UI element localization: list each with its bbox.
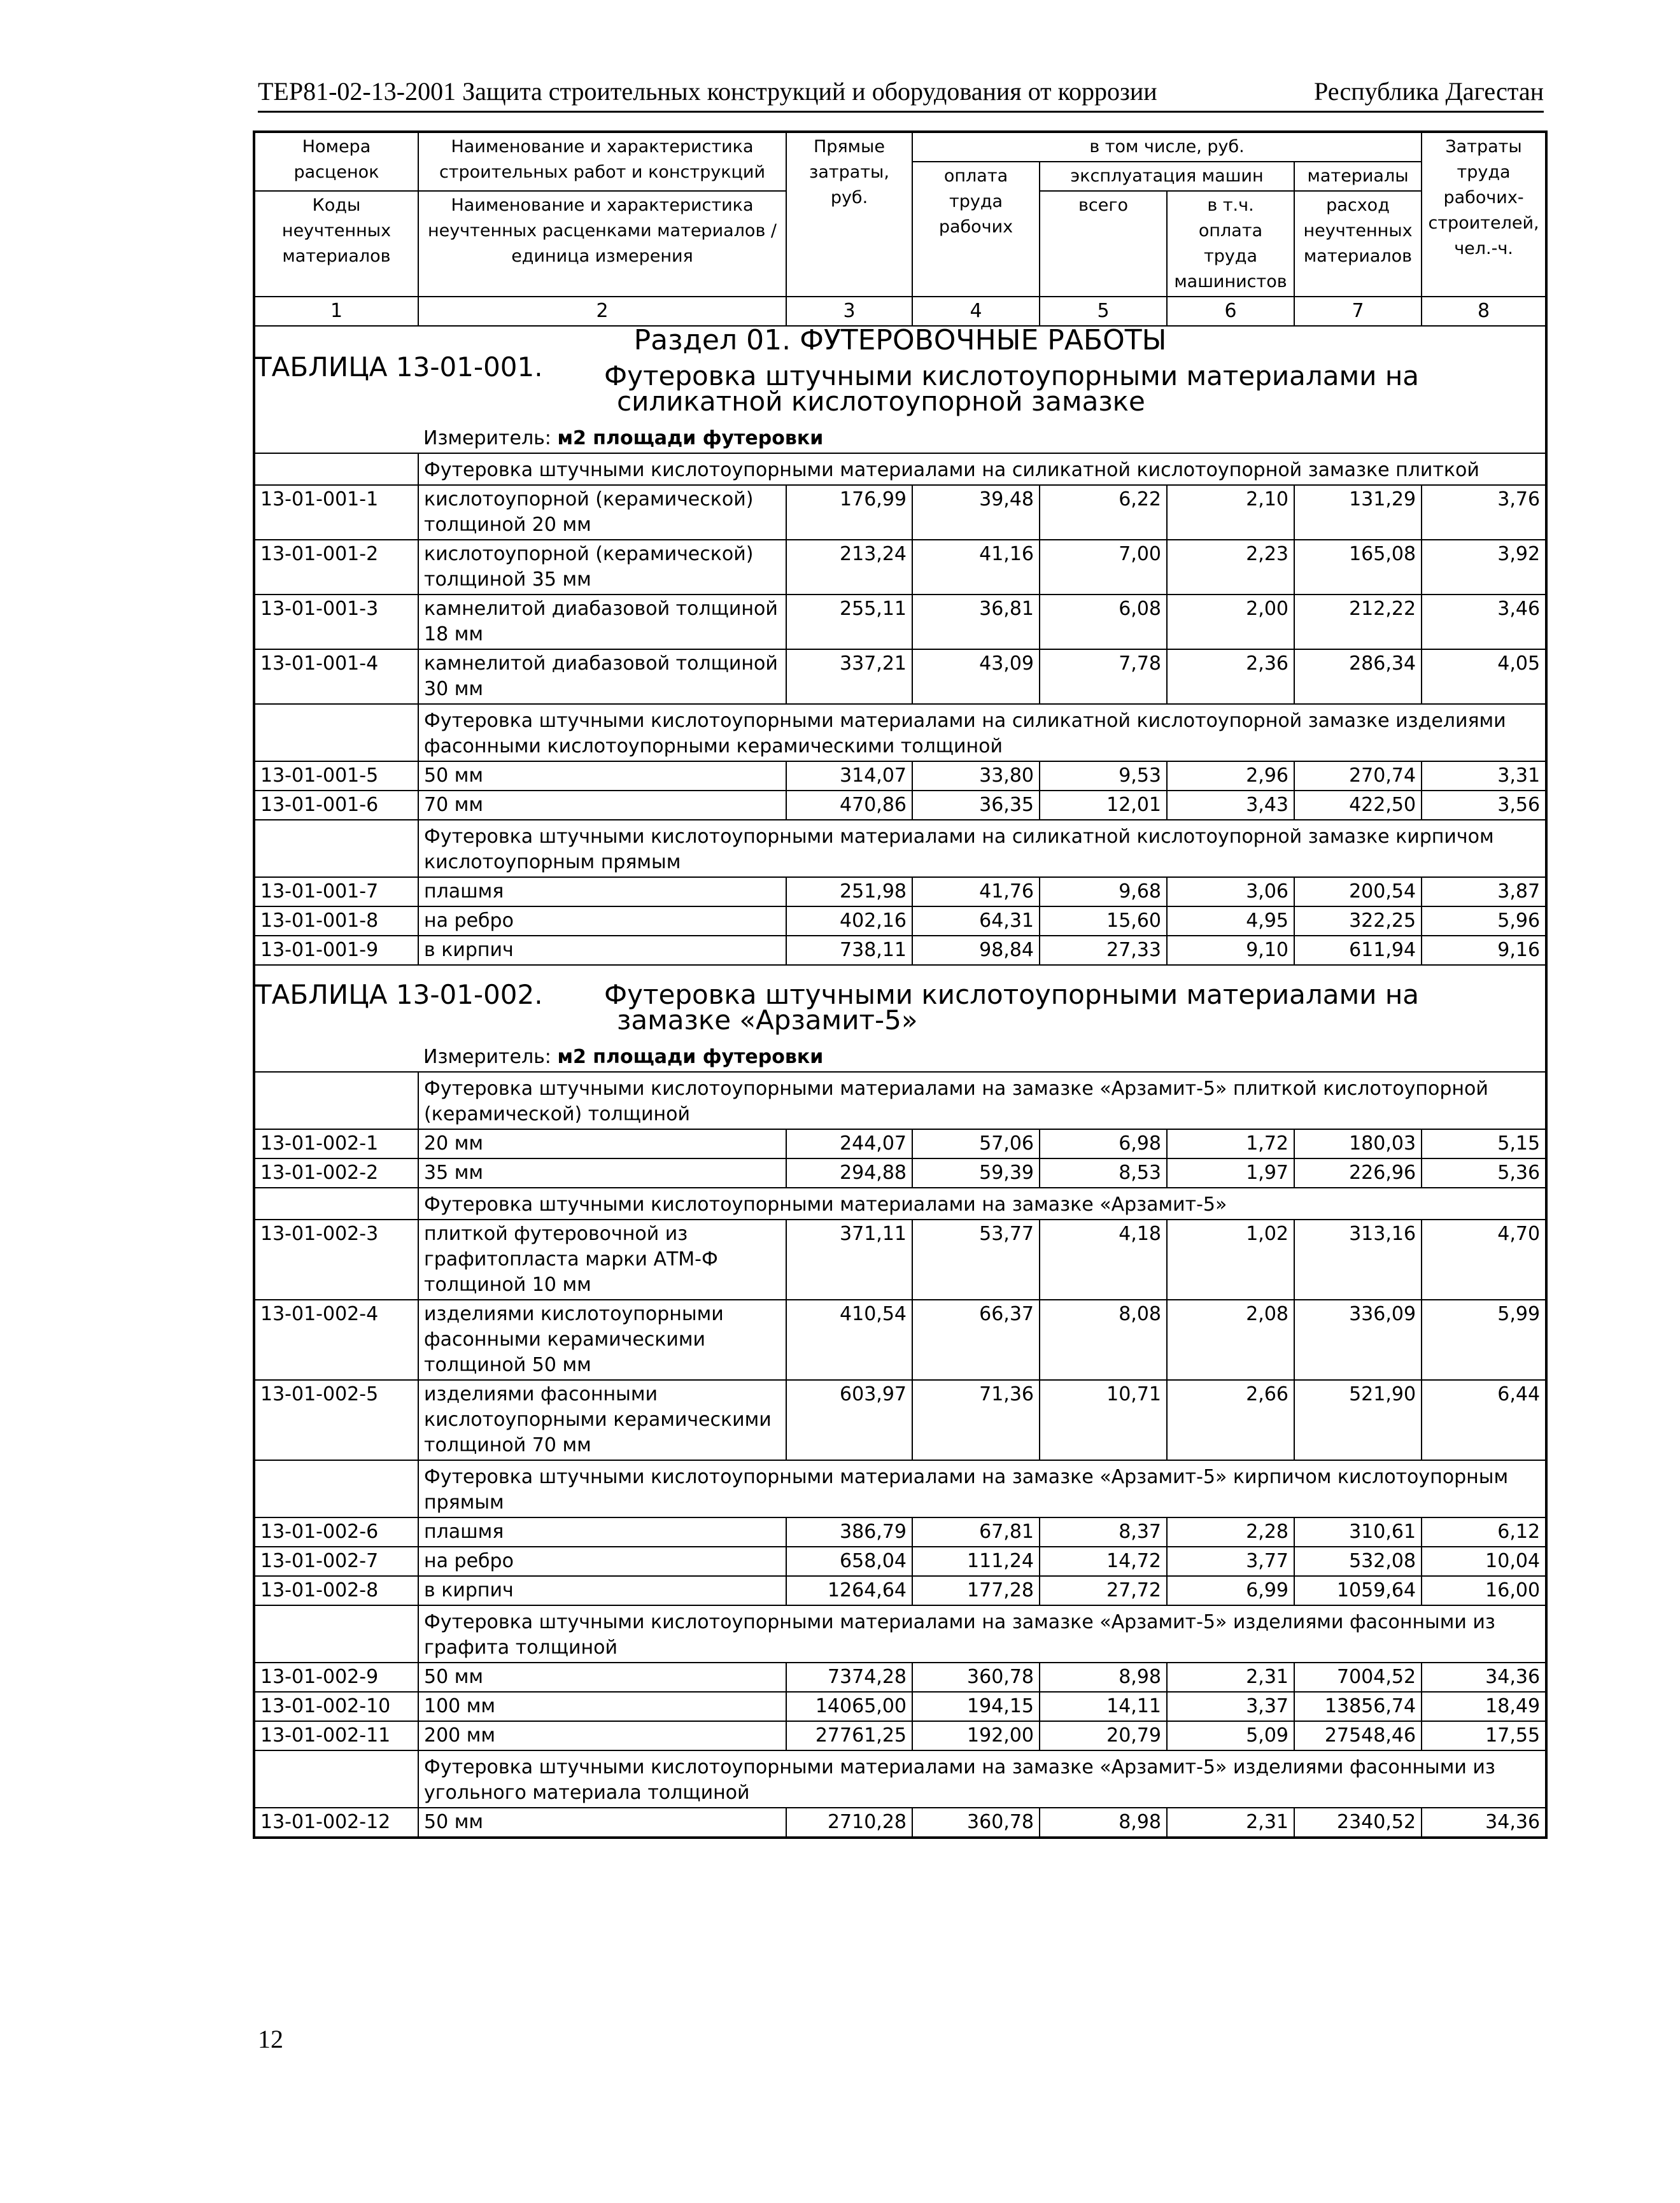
materials-cost: 532,08: [1294, 1547, 1422, 1576]
header-row-1: [254, 132, 1546, 162]
work-name: камнелитой диабазовой толщиной 18 мм: [418, 595, 786, 649]
work-name: кислотоупорной (керамической) толщиной 35 мм: [418, 540, 786, 595]
labor-pay: 57,06: [912, 1129, 1040, 1158]
table-title-line-1: Футеровка штучными кислотоупорными материалами на: [604, 360, 1420, 391]
table-row: [254, 1300, 1546, 1380]
section-row: [254, 326, 1546, 355]
machines-total: 12,01: [1040, 791, 1167, 820]
machines-total: 14,72: [1040, 1547, 1167, 1576]
direct-costs: 255,11: [786, 595, 912, 649]
materials-cost: 7004,52: [1294, 1663, 1422, 1692]
machines-total: 8,98: [1040, 1808, 1167, 1838]
work-name: изделиями кислотоупорными фасонными керамическими толщиной 50 мм: [418, 1300, 786, 1380]
subheader-row: [254, 820, 1546, 877]
col-num-8: 8: [1422, 297, 1546, 326]
col5-header: всего: [1040, 191, 1167, 297]
work-name: 70 мм: [418, 791, 786, 820]
labor-pay: 98,84: [912, 936, 1040, 965]
subheader-spacer: [254, 1750, 418, 1808]
work-name: на ребро: [418, 1547, 786, 1576]
table-row: [254, 1547, 1546, 1576]
group-subheader: Футеровка штучными кислотоупорными материалами на замазке «Арзамит-5» кирпичом кислотоупорным прямым: [418, 1460, 1546, 1517]
work-name: плашмя: [418, 877, 786, 906]
table-title-line-2: замазке «Арзамит-5»: [617, 1004, 918, 1036]
materials-cost: 212,22: [1294, 595, 1422, 649]
rate-code: 13-01-002-10: [254, 1692, 418, 1721]
materials-cost: 270,74: [1294, 761, 1422, 791]
table-row: [254, 1692, 1546, 1721]
column-numbers-row: [254, 297, 1546, 326]
table-row: [254, 485, 1546, 540]
labor-pay: 360,78: [912, 1808, 1040, 1838]
group-subheader: Футеровка штучными кислотоупорными материалами на замазке «Арзамит-5» плиткой кислотоупорной (керамической) толщиной: [418, 1072, 1546, 1129]
labor-pay: 360,78: [912, 1663, 1040, 1692]
table-row: [254, 906, 1546, 936]
labor-pay: 41,76: [912, 877, 1040, 906]
direct-costs: 213,24: [786, 540, 912, 595]
machines-total: 10,71: [1040, 1380, 1167, 1460]
table-title-row: [254, 965, 1546, 1034]
labor-pay: 53,77: [912, 1220, 1040, 1300]
labor-pay: 71,36: [912, 1380, 1040, 1460]
work-name: кислотоупорной (керамической) толщиной 20 мм: [418, 485, 786, 540]
measure-row: [254, 1034, 1546, 1072]
group-subheader: Футеровка штучными кислотоупорными материалами на замазке «Арзамит-5» изделиями фасонными из графита толщиной: [418, 1605, 1546, 1663]
measure-value: м2 площади футеровки: [557, 1046, 824, 1068]
materials-cost: 131,29: [1294, 485, 1422, 540]
direct-costs: 402,16: [786, 906, 912, 936]
labor-hours: 17,55: [1422, 1721, 1546, 1750]
work-name: плашмя: [418, 1517, 786, 1547]
labor-pay: 111,24: [912, 1547, 1040, 1576]
table-title-line-2: силикатной кислотоупорной замазке: [617, 386, 1145, 417]
direct-costs: 738,11: [786, 936, 912, 965]
direct-costs: 658,04: [786, 1547, 912, 1576]
table-row: [254, 1576, 1546, 1605]
table-row: [254, 1721, 1546, 1750]
machines-total: 27,72: [1040, 1576, 1167, 1605]
machinist-pay: 3,43: [1167, 791, 1294, 820]
group-subheader: Футеровка штучными кислотоупорными материалами на замазке «Арзамит-5»: [418, 1188, 1546, 1220]
measure-spacer: [254, 1034, 418, 1072]
labor-hours: 34,36: [1422, 1663, 1546, 1692]
labor-hours: 16,00: [1422, 1576, 1546, 1605]
work-name: 50 мм: [418, 1663, 786, 1692]
page-number: 12: [258, 2025, 283, 2053]
machinist-pay: 1,97: [1167, 1158, 1294, 1188]
machinist-pay: 4,95: [1167, 906, 1294, 936]
group-subheader: Футеровка штучными кислотоупорными материалами на силикатной кислотоупорной замазке изделиями фасонными кислотоупорными керамическими толщиной: [418, 704, 1546, 761]
machinist-pay: 1,02: [1167, 1220, 1294, 1300]
machines-total: 14,11: [1040, 1692, 1167, 1721]
document-title: ТЕР81-02-13-2001 Защита строительных конструкций и оборудования от коррозии: [258, 77, 1157, 106]
labor-pay: 177,28: [912, 1576, 1040, 1605]
machines-total: 8,53: [1040, 1158, 1167, 1188]
col-num-3: 3: [786, 297, 912, 326]
labor-hours: 3,31: [1422, 761, 1546, 791]
machinist-pay: 2,00: [1167, 595, 1294, 649]
rate-code: 13-01-001-9: [254, 936, 418, 965]
table-label: ТАБЛИЦА 13-01-002.: [255, 979, 543, 1010]
materials-cost: 13856,74: [1294, 1692, 1422, 1721]
labor-hours: 5,96: [1422, 906, 1546, 936]
machinist-pay: 2,10: [1167, 485, 1294, 540]
machinist-pay: 2,28: [1167, 1517, 1294, 1547]
machinist-pay: 3,37: [1167, 1692, 1294, 1721]
group-subheader: Футеровка штучными кислотоупорными материалами на силикатной кислотоупорной замазке кирпичом кислотоупорным прямым: [418, 820, 1546, 877]
machinist-pay: 5,09: [1167, 1721, 1294, 1750]
machines-total: 20,79: [1040, 1721, 1167, 1750]
labor-hours: 6,44: [1422, 1380, 1546, 1460]
rate-code: 13-01-002-12: [254, 1808, 418, 1838]
labor-hours: 3,87: [1422, 877, 1546, 906]
direct-costs: 7374,28: [786, 1663, 912, 1692]
subheader-spacer: [254, 1460, 418, 1517]
work-name: 200 мм: [418, 1721, 786, 1750]
subheader-spacer: [254, 1072, 418, 1129]
table-measure: [418, 1034, 1546, 1072]
rate-code: 13-01-002-4: [254, 1300, 418, 1380]
rate-code: 13-01-002-8: [254, 1576, 418, 1605]
materials-cost: 180,03: [1294, 1129, 1422, 1158]
labor-pay: 36,81: [912, 595, 1040, 649]
machinist-pay: 2,36: [1167, 649, 1294, 704]
machinist-pay: 2,23: [1167, 540, 1294, 595]
machinist-pay: 2,66: [1167, 1380, 1294, 1460]
table-row: [254, 1517, 1546, 1547]
group-subheader: Футеровка штучными кислотоупорными материалами на силикатной кислотоупорной замазке плиткой: [418, 453, 1546, 485]
table-row: [254, 649, 1546, 704]
col2-header-a: Наименование и характеристика строительных работ и конструкций: [418, 132, 786, 191]
col7-header: расход неучтенных материалов: [1294, 191, 1422, 297]
materials-cost: 422,50: [1294, 791, 1422, 820]
machines-header: эксплуатация машин: [1040, 162, 1294, 191]
direct-costs: 27761,25: [786, 1721, 912, 1750]
page-header: [258, 69, 1544, 113]
work-name: 50 мм: [418, 1808, 786, 1838]
materials-cost: 521,90: [1294, 1380, 1422, 1460]
rate-code: 13-01-002-6: [254, 1517, 418, 1547]
direct-costs: 14065,00: [786, 1692, 912, 1721]
col-num-4: 4: [912, 297, 1040, 326]
col-num-6: 6: [1167, 297, 1294, 326]
rate-code: 13-01-002-9: [254, 1663, 418, 1692]
direct-costs: 371,11: [786, 1220, 912, 1300]
measure-label: Измеритель:: [423, 427, 551, 449]
labor-hours: 3,46: [1422, 595, 1546, 649]
table-row: [254, 1158, 1546, 1188]
rates-table: [253, 130, 1548, 1839]
labor-pay: 33,80: [912, 761, 1040, 791]
subheader-row: [254, 1072, 1546, 1129]
col4-header: оплата труда рабочих: [912, 162, 1040, 297]
subheader-spacer: [254, 453, 418, 485]
direct-costs: 603,97: [786, 1380, 912, 1460]
table-title: [254, 965, 1546, 1034]
machines-total: 9,53: [1040, 761, 1167, 791]
machines-total: 27,33: [1040, 936, 1167, 965]
direct-costs: 251,98: [786, 877, 912, 906]
rate-code: 13-01-002-5: [254, 1380, 418, 1460]
rate-code: 13-01-001-1: [254, 485, 418, 540]
rate-code: 13-01-002-2: [254, 1158, 418, 1188]
rate-code: 13-01-002-11: [254, 1721, 418, 1750]
work-name: в кирпич: [418, 936, 786, 965]
labor-pay: 64,31: [912, 906, 1040, 936]
machinist-pay: 2,31: [1167, 1663, 1294, 1692]
direct-costs: 410,54: [786, 1300, 912, 1380]
materials-cost: 313,16: [1294, 1220, 1422, 1300]
labor-pay: 36,35: [912, 791, 1040, 820]
machines-total: 7,78: [1040, 649, 1167, 704]
labor-hours: 3,56: [1422, 791, 1546, 820]
rate-code: 13-01-002-1: [254, 1129, 418, 1158]
materials-cost: 1059,64: [1294, 1576, 1422, 1605]
col1-header-a: Номера расценок: [254, 132, 418, 191]
direct-costs: 2710,28: [786, 1808, 912, 1838]
work-name: 100 мм: [418, 1692, 786, 1721]
labor-pay: 66,37: [912, 1300, 1040, 1380]
table-row: [254, 540, 1546, 595]
rate-code: 13-01-001-2: [254, 540, 418, 595]
col2-header-b: Наименование и характеристика неучтенных расценками материалов / единица измерения: [418, 191, 786, 297]
materials-cost: 322,25: [1294, 906, 1422, 936]
labor-hours: 34,36: [1422, 1808, 1546, 1838]
rate-code: 13-01-001-5: [254, 761, 418, 791]
work-name: в кирпич: [418, 1576, 786, 1605]
materials-cost: 2340,52: [1294, 1808, 1422, 1838]
direct-costs: 244,07: [786, 1129, 912, 1158]
labor-hours: 9,16: [1422, 936, 1546, 965]
materials-cost: 226,96: [1294, 1158, 1422, 1188]
region-name: Республика Дагестан: [1314, 77, 1544, 106]
table-row: [254, 1808, 1546, 1838]
materials-cost: 336,09: [1294, 1300, 1422, 1380]
subheader-row: [254, 1750, 1546, 1808]
direct-costs: 470,86: [786, 791, 912, 820]
materials-header: материалы: [1294, 162, 1422, 191]
labor-hours: 5,15: [1422, 1129, 1546, 1158]
labor-hours: 5,36: [1422, 1158, 1546, 1188]
machines-total: 8,08: [1040, 1300, 1167, 1380]
labor-hours: 6,12: [1422, 1517, 1546, 1547]
subheader-row: [254, 1605, 1546, 1663]
subheader-spacer: [254, 1188, 418, 1220]
direct-costs: 176,99: [786, 485, 912, 540]
rate-code: 13-01-002-7: [254, 1547, 418, 1576]
labor-hours: 18,49: [1422, 1692, 1546, 1721]
col-num-2: 2: [418, 297, 786, 326]
materials-cost: 165,08: [1294, 540, 1422, 595]
table-title: [254, 351, 1546, 417]
rate-code: 13-01-001-8: [254, 906, 418, 936]
subheader-row: [254, 1188, 1546, 1220]
machines-total: 8,98: [1040, 1663, 1167, 1692]
subheader-spacer: [254, 1605, 418, 1663]
machines-total: 4,18: [1040, 1220, 1167, 1300]
machines-total: 7,00: [1040, 540, 1167, 595]
machinist-pay: 2,31: [1167, 1808, 1294, 1838]
col-num-1: 1: [254, 297, 418, 326]
table-title-row: [254, 355, 1546, 416]
rate-code: 13-01-001-7: [254, 877, 418, 906]
table-label: ТАБЛИЦА 13-01-001.: [255, 351, 543, 383]
subheader-row: [254, 704, 1546, 761]
col6-header: в т.ч. оплата труда машинистов: [1167, 191, 1294, 297]
table-row: [254, 1129, 1546, 1158]
work-name: 20 мм: [418, 1129, 786, 1158]
direct-costs: 1264,64: [786, 1576, 912, 1605]
work-name: камнелитой диабазовой толщиной 30 мм: [418, 649, 786, 704]
table-row: [254, 1380, 1546, 1460]
rates-table-wrap: [253, 130, 1545, 1839]
measure-spacer: [254, 416, 418, 453]
table-row: [254, 1663, 1546, 1692]
table-row: [254, 791, 1546, 820]
machinist-pay: 3,77: [1167, 1547, 1294, 1576]
measure-label: Измеритель:: [423, 1046, 551, 1068]
subheader-spacer: [254, 820, 418, 877]
subheader-row: [254, 1460, 1546, 1517]
table-title-line-1: Футеровка штучными кислотоупорными материалами на: [604, 979, 1420, 1010]
machines-total: 6,22: [1040, 485, 1167, 540]
direct-costs: 314,07: [786, 761, 912, 791]
labor-pay: 67,81: [912, 1517, 1040, 1547]
labor-pay: 41,16: [912, 540, 1040, 595]
materials-cost: 200,54: [1294, 877, 1422, 906]
measure-value: м2 площади футеровки: [557, 427, 824, 449]
incl-header: в том числе, руб.: [912, 132, 1422, 162]
machinist-pay: 2,96: [1167, 761, 1294, 791]
subheader-spacer: [254, 704, 418, 761]
work-name: 35 мм: [418, 1158, 786, 1188]
direct-costs: 294,88: [786, 1158, 912, 1188]
materials-cost: 27548,46: [1294, 1721, 1422, 1750]
materials-cost: 286,34: [1294, 649, 1422, 704]
machines-total: 6,98: [1040, 1129, 1167, 1158]
work-name: плиткой футеровочной из графитопласта марки АТМ-Ф толщиной 10 мм: [418, 1220, 786, 1300]
direct-costs: 386,79: [786, 1517, 912, 1547]
table-row: [254, 1220, 1546, 1300]
machinist-pay: 2,08: [1167, 1300, 1294, 1380]
rate-code: 13-01-001-6: [254, 791, 418, 820]
machines-total: 9,68: [1040, 877, 1167, 906]
group-subheader: Футеровка штучными кислотоупорными материалами на замазке «Арзамит-5» изделиями фасонными из угольного материала толщиной: [418, 1750, 1546, 1808]
col1-header-b: Коды неучтенных материалов: [254, 191, 418, 297]
machines-total: 15,60: [1040, 906, 1167, 936]
work-name: изделиями фасонными кислотоупорными керамическими толщиной 70 мм: [418, 1380, 786, 1460]
machinist-pay: 1,72: [1167, 1129, 1294, 1158]
direct-costs: 337,21: [786, 649, 912, 704]
labor-hours: 4,05: [1422, 649, 1546, 704]
labor-hours: 3,92: [1422, 540, 1546, 595]
labor-pay: 43,09: [912, 649, 1040, 704]
table-row: [254, 936, 1546, 965]
rate-code: 13-01-001-4: [254, 649, 418, 704]
labor-pay: 192,00: [912, 1721, 1040, 1750]
section-title: Раздел 01. ФУТЕРОВОЧНЫЕ РАБОТЫ: [254, 326, 1546, 355]
machinist-pay: 6,99: [1167, 1576, 1294, 1605]
materials-cost: 611,94: [1294, 936, 1422, 965]
machinist-pay: 3,06: [1167, 877, 1294, 906]
col8-header: Затраты труда рабочих-строителей, чел.-ч.: [1422, 132, 1546, 297]
labor-hours: 4,70: [1422, 1220, 1546, 1300]
measure-row: [254, 416, 1546, 453]
subheader-row: [254, 453, 1546, 485]
rate-code: 13-01-001-3: [254, 595, 418, 649]
labor-hours: 3,76: [1422, 485, 1546, 540]
rate-code: 13-01-002-3: [254, 1220, 418, 1300]
table-row: [254, 761, 1546, 791]
machines-total: 8,37: [1040, 1517, 1167, 1547]
col-num-5: 5: [1040, 297, 1167, 326]
table-measure: [418, 416, 1546, 453]
machinist-pay: 9,10: [1167, 936, 1294, 965]
labor-pay: 39,48: [912, 485, 1040, 540]
table-row: [254, 595, 1546, 649]
labor-pay: 194,15: [912, 1692, 1040, 1721]
labor-hours: 5,99: [1422, 1300, 1546, 1380]
table-row: [254, 877, 1546, 906]
col-num-7: 7: [1294, 297, 1422, 326]
labor-pay: 59,39: [912, 1158, 1040, 1188]
col3-header: Прямые затраты, руб.: [786, 132, 912, 297]
work-name: 50 мм: [418, 761, 786, 791]
materials-cost: 310,61: [1294, 1517, 1422, 1547]
work-name: на ребро: [418, 906, 786, 936]
machines-total: 6,08: [1040, 595, 1167, 649]
labor-hours: 10,04: [1422, 1547, 1546, 1576]
